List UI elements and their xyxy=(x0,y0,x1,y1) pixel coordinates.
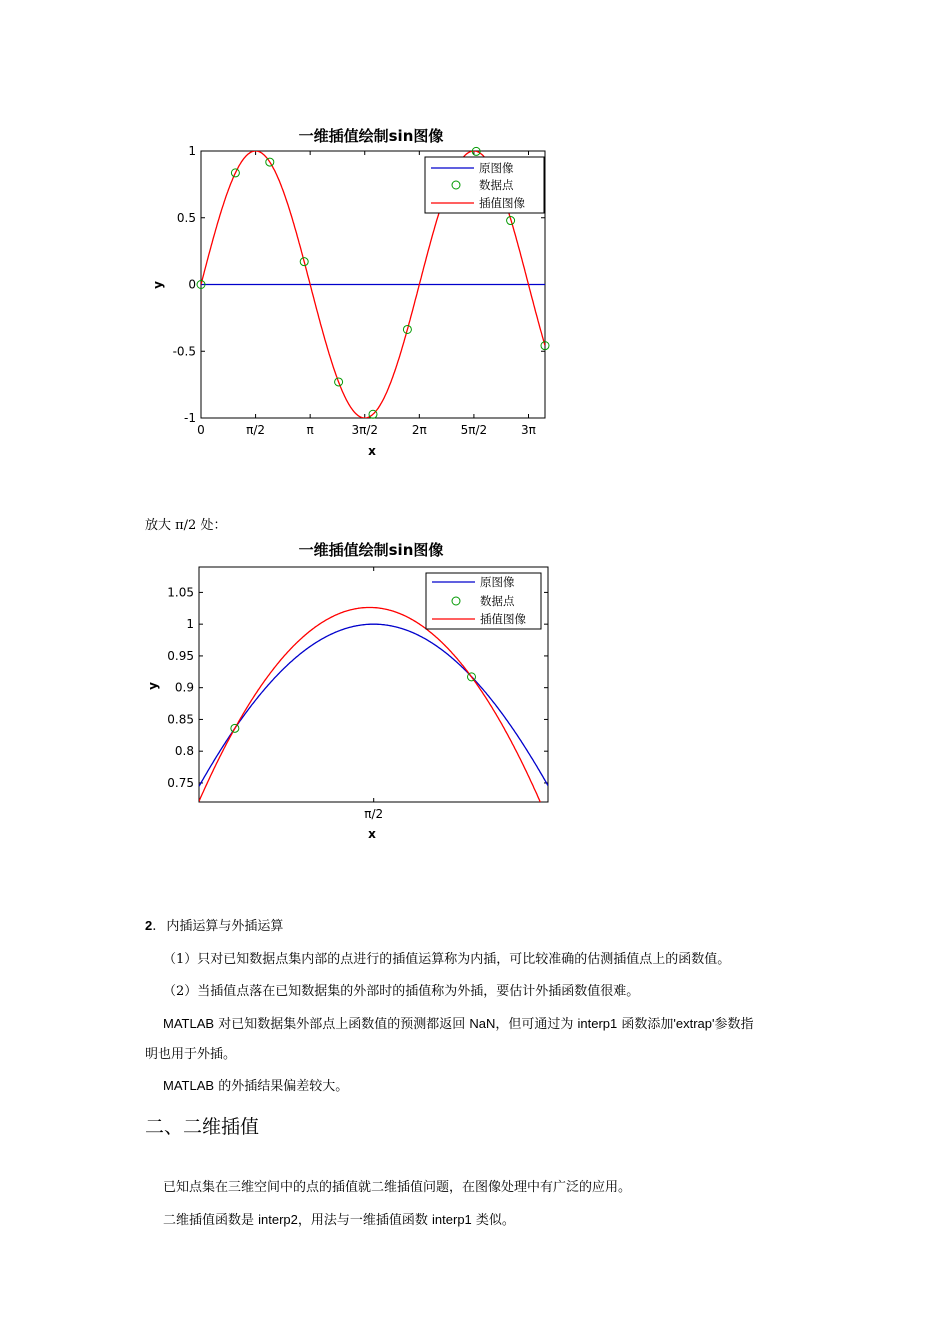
heading-2d-interpolation: 二、二维插值 xyxy=(145,1116,260,1138)
chart-sin-zoom xyxy=(0,520,950,840)
matlab-term: MATLAB xyxy=(163,1016,215,1031)
chart2-legend-label-0: 原图像 xyxy=(480,575,515,589)
chart2-ytick-label-6: 0.75 xyxy=(167,775,194,790)
chart1-ytick-label-2: 0 xyxy=(188,277,196,292)
zoom-caption: 放大 π/2 处： xyxy=(145,518,227,533)
chart1-xtick-label-2: π xyxy=(306,423,314,437)
paragraph-2d-intro: 已知点集在三维空间中的点的插值就二维插值问题，在图像处理中有广泛的应用。 xyxy=(163,1180,632,1195)
chart2-xtick-label-0: π/2 xyxy=(364,807,384,821)
chart1-ytick-label-1: 0.5 xyxy=(176,210,196,225)
p3-text-b: ，但可通过为 xyxy=(495,1017,578,1032)
chart1-xlabel: x xyxy=(368,444,376,458)
chart1-xtick-label-5: 5π/2 xyxy=(460,423,488,437)
chart1-ylabel: y xyxy=(151,281,165,289)
paragraph-interpolation: （1）只对已知数据点集内部的点进行的插值运算称为内插，可比较准确的估测插值点上的函数值。 xyxy=(163,952,731,967)
chart1-legend-label-2: 插值图像 xyxy=(479,196,525,210)
chart2-ylabel: y xyxy=(146,682,160,690)
chart2-legend-label-2: 插值图像 xyxy=(480,612,526,626)
chart1-xtick-label-1: π/2 xyxy=(246,423,266,437)
chart1-legend xyxy=(425,157,544,213)
p3-text-d: 参数指 xyxy=(714,1017,754,1032)
chart2-legend xyxy=(426,573,541,629)
chart1-title: 一维插值绘制sin图像 xyxy=(298,127,444,145)
section-2-heading xyxy=(145,918,283,936)
chart2-ytick-label-2: 0.95 xyxy=(167,648,194,663)
chart1-xtick-label-0: 0 xyxy=(197,423,205,437)
interp2-term: interp2 xyxy=(258,1212,298,1227)
interp1-term: interp1 xyxy=(577,1016,618,1031)
chart2-xlabel: x xyxy=(368,827,376,841)
chart2-title: 一维插值绘制sin图像 xyxy=(298,541,444,559)
chart1-legend-label-1: 数据点 xyxy=(479,178,514,192)
chart1-xtick-label-3: 3π/2 xyxy=(351,423,379,437)
chart2-ytick-label-4: 0.85 xyxy=(167,712,194,727)
chart2-ytick-label-0: 1.05 xyxy=(167,585,194,600)
chart1-ytick-label-0: 1 xyxy=(188,144,196,158)
paragraph-extrapolation: （2）当插值点落在已知数据集的外部时的插值称为外插，要估计外插函数值很难。 xyxy=(163,984,640,999)
nan-term: NaN xyxy=(469,1016,496,1031)
p3-text-a: 对已知数据集外部点上函数值的预测都返回 xyxy=(214,1017,470,1032)
matlab-term-2: MATLAB xyxy=(163,1078,215,1093)
chart1-legend-label-0: 原图像 xyxy=(479,161,514,175)
section-2-title: 内插运算与外插运算 xyxy=(166,919,284,934)
chart1-ytick-label-3: -0.5 xyxy=(172,344,196,359)
section-2-number: 2 xyxy=(145,918,153,933)
paragraph-matlab-extrap-bias xyxy=(163,1078,348,1096)
paragraph-interp2 xyxy=(163,1212,515,1230)
chart2-ytick-label-3: 0.9 xyxy=(174,680,194,695)
p6-text-b: ，用法与一维插值函数 xyxy=(297,1213,433,1228)
chart1-xtick-label-4: 2π xyxy=(411,423,427,437)
chart-sin-full xyxy=(0,0,950,470)
p4-text: 的外插结果偏差较大。 xyxy=(214,1079,349,1094)
extrap-term: 'extrap' xyxy=(673,1016,715,1031)
chart2-ytick-label-5: 0.8 xyxy=(174,744,194,759)
chart2-ytick-label-1: 1 xyxy=(186,617,194,632)
chart1-ytick-label-4: -1 xyxy=(184,411,196,425)
p3-text-c: 函数添加 xyxy=(617,1017,674,1032)
p6-text-c: 类似。 xyxy=(471,1213,515,1228)
paragraph-matlab-nan-line2: 明也用于外插。 xyxy=(145,1047,237,1062)
section-2-sep: . xyxy=(152,919,157,934)
paragraph-matlab-nan-line1 xyxy=(163,1016,754,1034)
p6-text-a: 二维插值函数是 xyxy=(163,1213,259,1228)
interp1-term-2: interp1 xyxy=(432,1212,472,1227)
chart1-xtick-label-6: 3π xyxy=(521,423,536,437)
chart2-legend-label-1: 数据点 xyxy=(480,594,515,608)
